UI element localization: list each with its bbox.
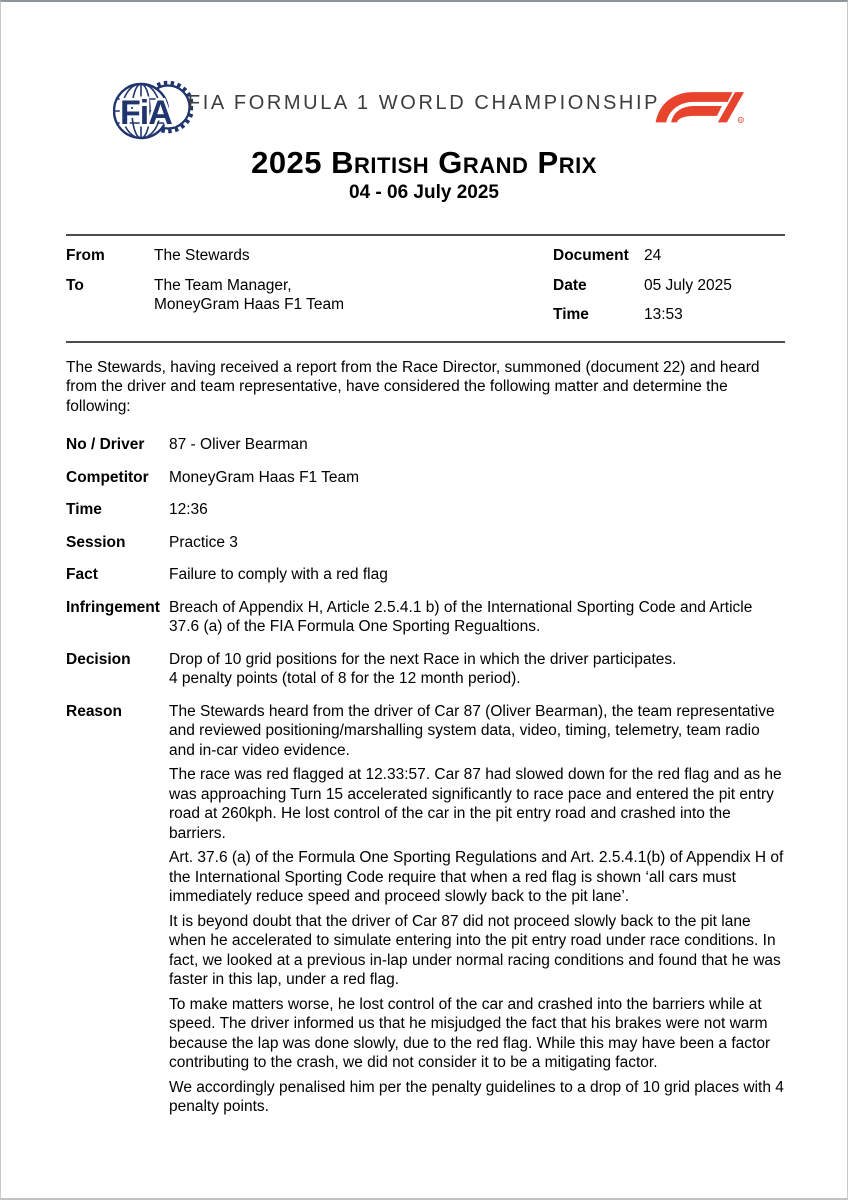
fia-logo-text: FiA — [120, 94, 172, 132]
event-dates: 04 - 06 July 2025 — [349, 182, 499, 203]
field-time — [66, 500, 785, 520]
field-no-driver — [66, 435, 785, 455]
svg-text:R: R — [739, 117, 743, 123]
decision-value — [169, 650, 785, 689]
meta-doc-info — [553, 246, 785, 325]
from-label: From — [66, 247, 105, 264]
document-number: 24 — [644, 247, 662, 264]
from-value: The Stewards — [154, 247, 250, 264]
registered-mark-icon — [738, 117, 743, 122]
session-label: Session — [66, 533, 126, 551]
document-label: Document — [553, 247, 629, 264]
decision-line-1: Drop of 10 grid positions for the next Race in which the driver participates. — [169, 650, 677, 668]
field-infringement — [66, 598, 785, 637]
meta-block — [66, 234, 785, 343]
event-title: 2025 British Grand Prix — [251, 145, 597, 180]
decision-label: Decision — [66, 650, 131, 668]
time-field-label: Time — [66, 501, 102, 518]
to-line-1: The Team Manager, — [154, 276, 292, 294]
time-value: 13:53 — [644, 306, 683, 323]
meta-row-to — [66, 276, 553, 315]
decision-line-2: 4 penalty points (total of 8 for the 12 month period). — [169, 670, 521, 687]
field-decision — [66, 650, 785, 689]
reason-paragraph: The Stewards heard from the driver of Car 87 (Oliver Bearman), the team representative and reviewed positioning/marshalling system data, video, timing, telemetry, team radio and in-car video evidence. — [169, 702, 775, 759]
f1-logo-icon — [653, 88, 745, 124]
field-competitor — [66, 468, 785, 488]
f1-logo — [653, 88, 745, 129]
document-body — [66, 234, 785, 1130]
infringement-value: Breach of Appendix H, Article 2.5.4.1 b) of the International Sporting Code and Article 37.6 (a) of the FIA Formula One Sporting Regualtions. — [169, 598, 753, 635]
no-driver-value: 87 - Oliver Bearman — [169, 436, 308, 453]
reason-paragraph: To make matters worse, he lost control of the car and crashed into the barriers while at speed. The driver informed us that he misjudged the fact that his brakes were not warm because the lap was done slowly, due to the red flag. While this may have been a factor contributing to the crash, we did not consider it to be a mitigating factor. — [169, 995, 771, 1071]
meta-row-time — [553, 305, 785, 325]
session-value: Practice 3 — [169, 533, 238, 551]
time-label: Time — [553, 306, 589, 323]
championship-title: FIA FORMULA 1 WORLD CHAMPIONSHIP — [187, 92, 661, 114]
field-session — [66, 533, 785, 553]
to-label: To — [66, 276, 84, 294]
reason-label: Reason — [66, 702, 122, 720]
reason-paragraph: We accordingly penalised him per the penalty guidelines to a drop of 10 grid places with 4 penalty points. — [169, 1078, 784, 1115]
competitor-value: MoneyGram Haas F1 Team — [169, 468, 360, 486]
date-label: Date — [553, 276, 587, 294]
fact-label: Fact — [66, 566, 98, 583]
reason-value — [169, 702, 785, 1117]
no-driver-label: No / Driver — [66, 436, 145, 453]
to-value — [154, 276, 553, 315]
fact-value: Failure to comply with a red flag — [169, 566, 388, 583]
meta-from-to — [66, 246, 553, 325]
meta-row-document — [553, 246, 785, 266]
infringement-label: Infringement — [66, 598, 160, 616]
field-reason — [66, 702, 785, 1117]
competitor-label: Competitor — [66, 468, 149, 486]
reason-paragraph: Art. 37.6 (a) of the Formula One Sporting Regulations and Art. 2.5.4.1(b) of Appendix H of the International Sporting Code require that when a red flag is shown ‘all cars must immediately reduce speed and proceed slowly back to the pit lane’. — [169, 849, 784, 905]
detail-fields — [66, 435, 785, 1117]
reason-paragraph: The race was red flagged at 12.33:57. Car 87 had slowed down for the red flag and as he was approaching Turn 15 accelerated significantly to race pace and entered the pit entry road at 260kph. He lost control of the car in the pit entry road and crashed into the barriers. — [169, 766, 782, 842]
date-value: 05 July 2025 — [644, 276, 732, 294]
intro-paragraph: The Stewards, having received a report from the Race Director, summoned (document 22) and heard from the driver and team representative, have considered the following matter and determine the following: — [66, 358, 760, 415]
time-field-value: 12:36 — [169, 501, 208, 518]
to-line-2: MoneyGram Haas F1 Team — [154, 296, 345, 313]
meta-row-date — [553, 276, 785, 296]
reason-paragraph: It is beyond doubt that the driver of Car 87 did not proceed slowly back to the pit lane when he accelerated to simulate entering into the pit entry road under race conditions. In fact, we looked at a previous in-lap under normal racing conditions and found that he was faster in this lap, under a red flag. — [169, 912, 781, 988]
field-fact — [66, 565, 785, 585]
meta-row-from — [66, 246, 553, 266]
